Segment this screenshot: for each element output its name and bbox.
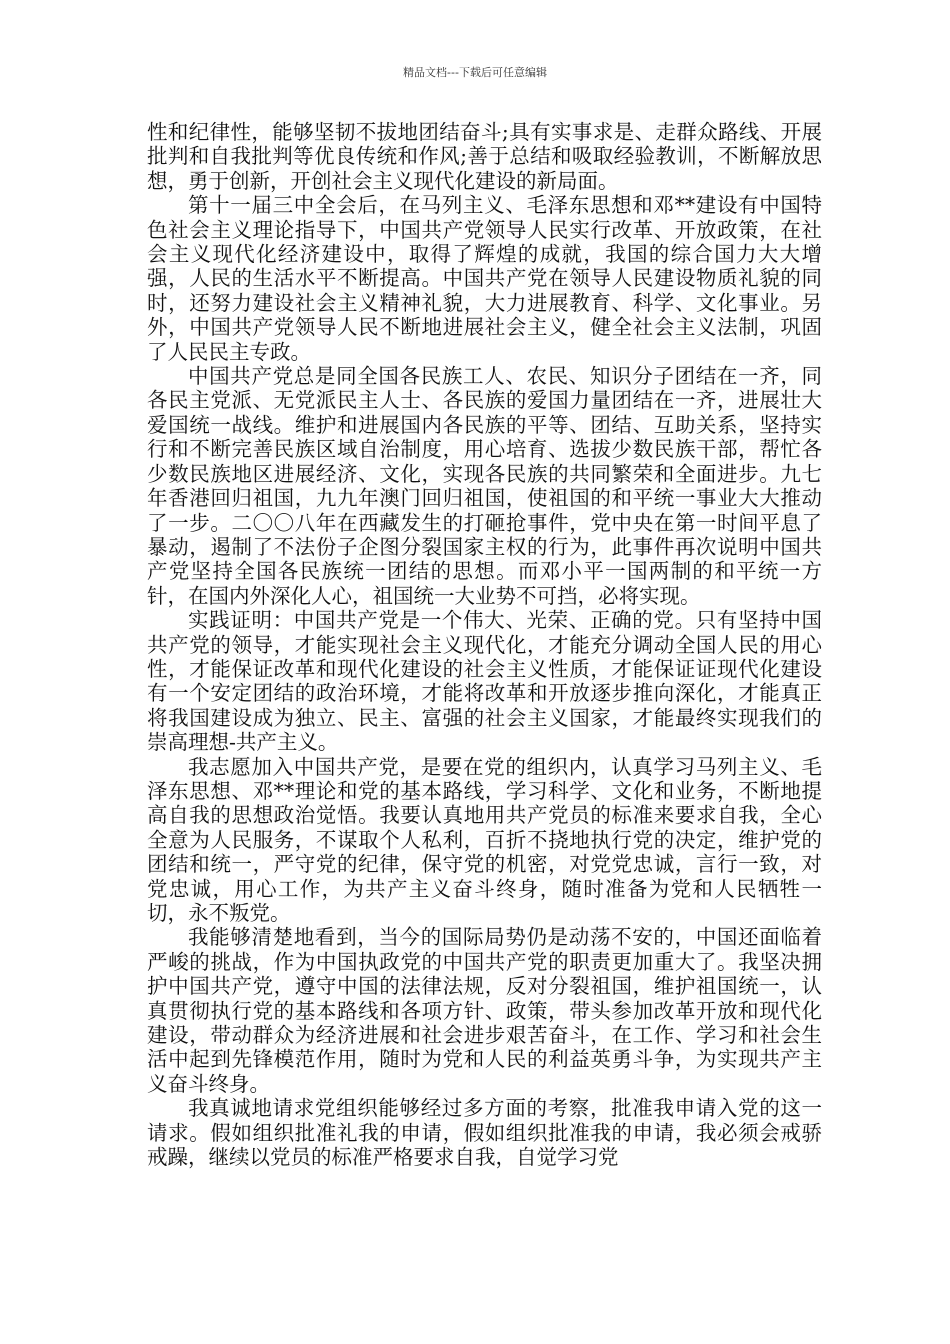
paragraph-7: 我真诚地请求党组织能够经过多方面的考察，批准我申请入党的这一请求。假如组织批准礼我的申请，假如组织批准我的申请，我必须会戒骄戒躁，继续以党员的标准严格要求自我，自觉学习党 xyxy=(147,1096,822,1170)
paragraph-4: 实践证明：中国共产党是一个伟大、光荣、正确的党。只有坚持中国共产党的领导，才能实现社会主义现代化，才能充分调动全国人民的用心性，才能保证改革和现代化建设的社会主义性质，才能保证证现代化建设有一个安定团结的政治环境，才能将改革和开放逐步推向深化，才能真正将我国建设成为独立、民主、富强的社会主义国家，才能最终实现我们的崇高理想-共产主义。 xyxy=(147,608,822,755)
paragraph-1: 性和纪律性，能够坚韧不拔地团结奋斗;具有实事求是、走群众路线、开展批判和自我批判等优良传统和作风;善于总结和吸取经验教训，不断解放思想，勇于创新，开创社会主义现代化建设的新局面。 xyxy=(147,120,822,193)
paragraph-2: 第十一届三中全会后，在马列主义、毛泽东思想和邓**建设有中国特色社会主义理论指导下，中国共产党领导人民实行改革、开放政策，在社会主义现代化经济建设中，取得了辉煌的成就，我国的综合国力大大增强，人民的生活水平不断提高。中国共产党在领导人民建设物质礼貌的同时，还努力建设社会主义精神礼貌，大力进展教育、科学、文化事业。另外，中国共产党领导人民不断地进展社会主义，健全社会主义法制，巩固了人民民主专政。 xyxy=(147,193,822,364)
paragraph-5: 我志愿加入中国共产党，是要在党的组织内，认真学习马列主义、毛泽东思想、邓**理论和党的基本路线，学习科学、文化和业务，不断地提高自我的思想政治觉悟。我要认真地用共产党员的标准来要求自我，全心全意为人民服务，不谋取个人私利，百折不挠地执行党的决定，维护党的团结和统一，严守党的纪律，保守党的机密，对党党忠诚，言行一致，对党忠诚，用心工作，为共产主义奋斗终身，随时准备为党和人民牺牲一切，永不叛党。 xyxy=(147,754,822,925)
page-header: 精品文档---下载后可任意编辑 xyxy=(403,66,547,79)
paragraph-3: 中国共产党总是同全国各民族工人、农民、知识分子团结在一齐，同各民主党派、无党派民主人士、各民族的爱国力量团结在一齐，进展壮大爱国统一战线。维护和进展国内各民族的平等、团结、互助关系，坚持实行和不断完善民族区域自治制度，用心培育、选拔少数民族干部，帮忙各少数民族地区进展经济、文化，实现各民族的共同繁荣和全面进步。九七年香港回归祖国，九九年澳门回归祖国，使祖国的和平统一事业大大推动了一步。二〇〇八年在西藏发生的打砸抢事件，党中央在第一时间平息了暴动，遏制了不法份子企图分裂国家主权的行为，此事件再次说明中国共产党坚持全国各民族统一团结的思想。而邓小平一国两制的和平统一方针，在国内外深化人心，祖国统一大业势不可挡，必将实现。 xyxy=(147,364,822,608)
document-body xyxy=(147,120,822,1169)
paragraph-6: 我能够清楚地看到，当今的国际局势仍是动荡不安的，中国还面临着严峻的挑战，作为中国执政党的中国共产党的职责更加重大了。我坚决拥护中国共产党，遵守中国的法律法规，反对分裂祖国，维护祖国统一，认真贯彻执行党的基本路线和各项方针、政策，带头参加改革开放和现代化建设，带动群众为经济进展和社会进步艰苦奋斗，在工作、学习和社会生活中起到先锋模范作用，随时为党和人民的利益英勇斗争，为实现共产主义奋斗终身。 xyxy=(147,925,822,1096)
